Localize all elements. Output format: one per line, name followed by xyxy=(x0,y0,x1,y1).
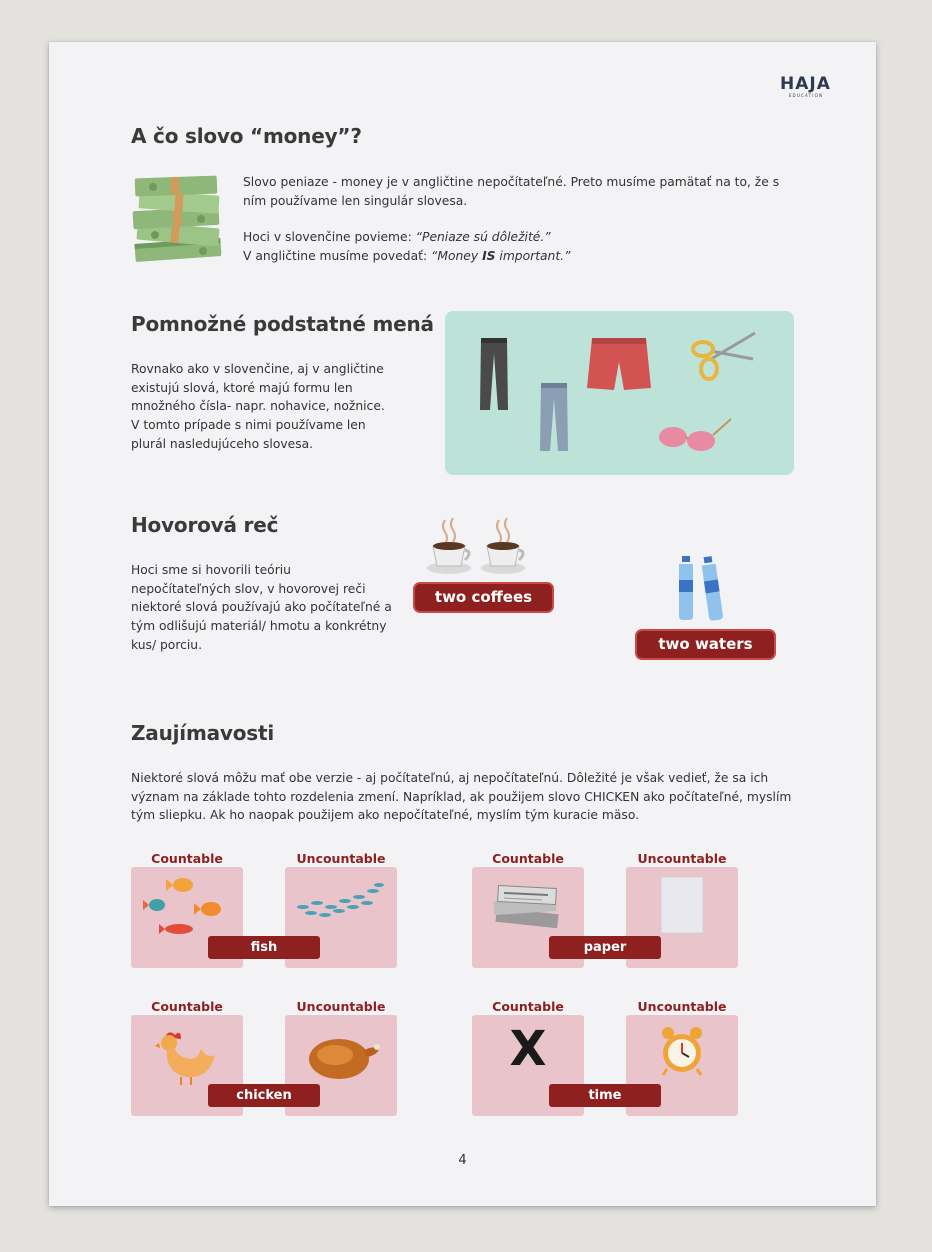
plural-items-box xyxy=(445,311,794,475)
roast-chicken-icon xyxy=(305,1029,381,1083)
facts-text: Niektoré slová môžu mať obe verzie - aj počítateľnú, aj nepočítateľnú. Dôležité je však vedieť, že sa ich význam na základe tohto rozdelenia zmení. Napríklad, ak použijem slovo CHICKEN ako počítateľné, myslím tým sliepku. Ak ho naopak použijem ako nepočítateľné, myslím tým kuracie mäso. xyxy=(131,771,792,823)
time-countable-label: Countable xyxy=(492,999,564,1014)
water-bottles-icon xyxy=(675,554,735,622)
alarm-clock-icon xyxy=(659,1025,705,1077)
page-number: 4 xyxy=(458,1153,467,1168)
money-en-prefix: V angličtine musíme povedať: xyxy=(243,249,431,264)
trousers-icon xyxy=(478,336,510,412)
logo-subtext: EDUCATION xyxy=(788,93,824,98)
colloquial-text: Hoci sme si hovorili teóriu nepočítateľných slov, v hovorovej reči niektoré slová používajú ako počítateľné a tým odlišujú materiál/ hmotu a konkrétny kus/ porciu. xyxy=(131,563,392,652)
chicken-countable-label: Countable xyxy=(151,999,223,1014)
hen-icon xyxy=(155,1029,217,1087)
newspapers-icon xyxy=(492,885,562,935)
paper-word-badge: paper xyxy=(549,936,661,959)
money-sk-quote: “Peniaze sú dôležité.” xyxy=(415,230,551,245)
colloquial-heading: Hovorová reč xyxy=(131,513,279,537)
money-stack-icon xyxy=(131,175,227,265)
money-paragraph-2 xyxy=(243,228,783,265)
plural-heading: Pomnožné podstatné mená xyxy=(131,312,434,336)
cross-icon: X xyxy=(509,1021,547,1077)
fish-word-badge: fish xyxy=(208,936,320,959)
logo-text: HAJA xyxy=(780,74,831,94)
jeans-icon xyxy=(538,381,570,453)
money-text xyxy=(243,173,783,266)
paper-sheet-icon xyxy=(659,875,705,935)
two-waters-badge: two waters xyxy=(635,629,776,660)
money-sk-prefix: Hoci v slovenčine povieme: xyxy=(243,230,416,245)
paper-countable-label: Countable xyxy=(492,851,564,866)
money-en-quote: “Money IS important.” xyxy=(431,249,571,264)
haja-logo xyxy=(780,76,832,102)
money-heading: A čo slovo “money”? xyxy=(131,124,362,148)
two-coffees-badge: two coffees xyxy=(413,582,554,613)
chicken-word-badge: chicken xyxy=(208,1084,320,1107)
fish-uncountable-label: Uncountable xyxy=(296,851,386,866)
facts-heading: Zaujímavosti xyxy=(131,721,274,745)
time-word-badge: time xyxy=(549,1084,661,1107)
fish-countable-label: Countable xyxy=(151,851,223,866)
worksheet-page xyxy=(49,42,876,1206)
sunglasses-icon xyxy=(657,411,733,455)
money-paragraph-1: Slovo peniaze - money je v angličtine nepočítateľné. Preto musíme pamätať na to, že s ním používame len singulár slovesa. xyxy=(243,175,780,208)
plural-text: Rovnako ako v slovenčine, aj v angličtine existujú slová, ktoré majú formu len množného čísla- napr. nohavice, nožnice. V tomto prípade s nimi používame len plurál nasledujúceho slovesa. xyxy=(131,362,385,451)
paper-uncountable-label: Uncountable xyxy=(637,851,727,866)
chicken-uncountable-label: Uncountable xyxy=(296,999,386,1014)
fish-school-icon xyxy=(295,881,387,921)
time-uncountable-label: Uncountable xyxy=(637,999,727,1014)
fish-group-icon xyxy=(139,873,229,939)
coffee-cups-icon xyxy=(427,516,531,576)
scissors-icon xyxy=(691,329,757,383)
shorts-icon xyxy=(586,336,652,392)
